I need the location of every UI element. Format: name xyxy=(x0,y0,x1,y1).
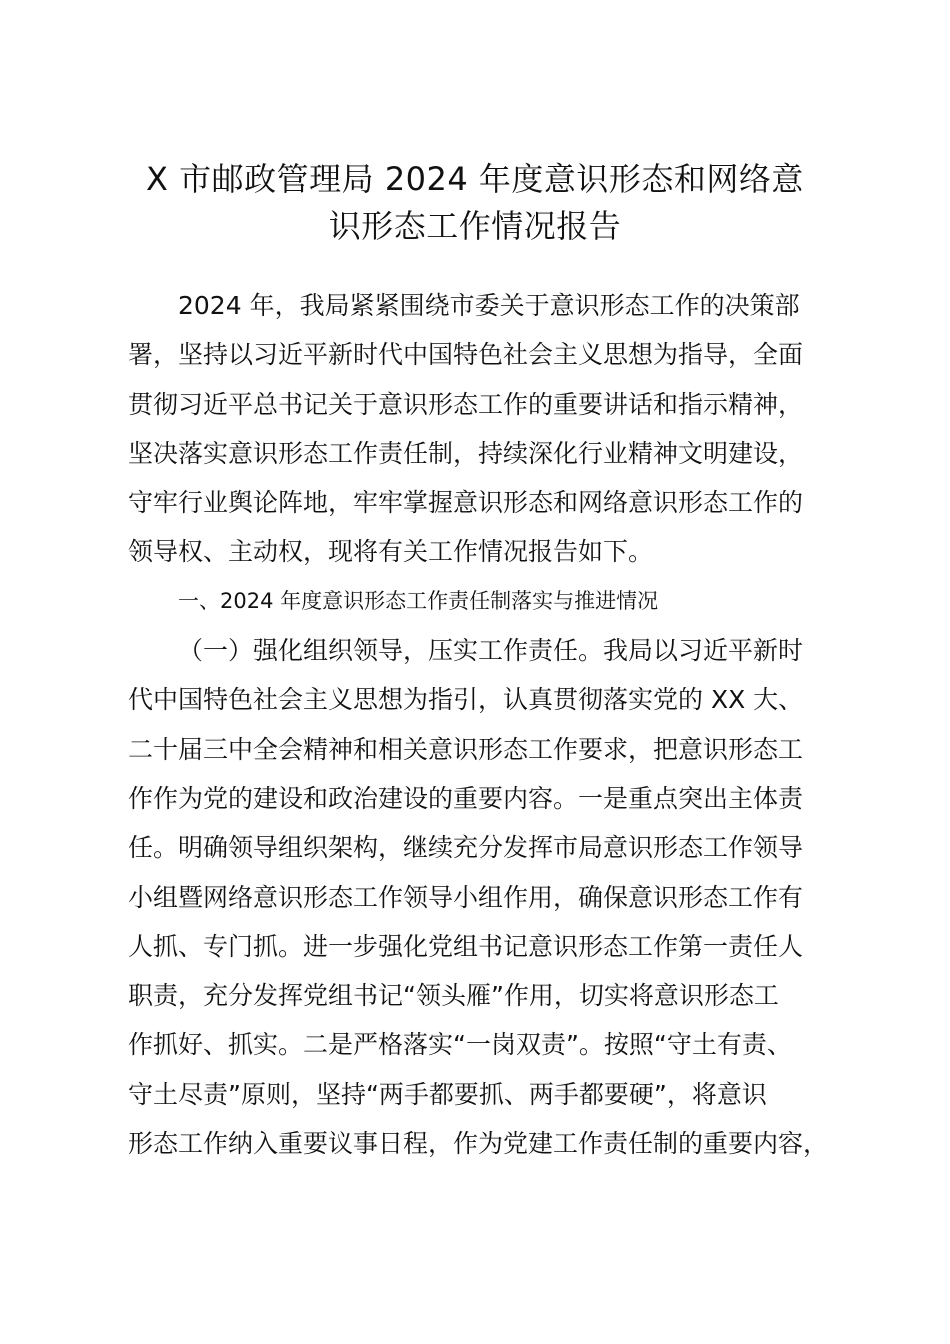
paragraph-line: 职责，充分发挥党组书记“领头雁”作用，切实将意识形态工 xyxy=(128,981,779,1011)
paragraph-line: （一）强化组织领导，压实工作责任。我局以习近平新时 xyxy=(178,636,804,666)
paragraph-line: 人抓、专门抓。进一步强化党组书记意识形态工作第一责任人 xyxy=(128,931,804,961)
paragraph-line: 2024 年，我局紧紧围绕市委关于意识形态工作的决策部 xyxy=(178,291,800,320)
paragraph-line: 代中国特色社会主义思想为指引，认真贯彻落实党的 XX 大、 xyxy=(128,685,804,715)
subsection-paragraph xyxy=(128,626,863,1168)
paragraph-line: 贯彻习近平总书记关于意识形态工作的重要讲话和指示精神， xyxy=(128,389,804,419)
paragraph-line: 作作为党的建设和政治建设的重要内容。一是重点突出主体责 xyxy=(128,783,804,813)
paragraph-line: 守土尽责”原则，坚持“两手都要抓、两手都要硬”，将意识 xyxy=(128,1079,767,1109)
document-body xyxy=(128,281,863,1168)
title-line-2: 识形态工作情况报告 xyxy=(328,207,622,245)
intro-paragraph xyxy=(128,281,863,577)
paragraph-line: 任。明确领导组织架构，继续充分发挥市局意识形态工作领导 xyxy=(128,833,804,863)
section-heading: 一、2024 年度意识形态工作责任制落实与推进情况 xyxy=(178,588,659,613)
paragraph-line: 作抓好、抓实。二是严格落实“一岗双责”。按照“守土有责、 xyxy=(128,1030,792,1060)
paragraph-line: 形态工作纳入重要议事日程，作为党建工作责任制的重要内容， xyxy=(128,1129,829,1159)
document-title xyxy=(100,156,850,250)
paragraph-line: 署，坚持以习近平新时代中国特色社会主义思想为指导，全面 xyxy=(128,340,804,370)
paragraph-line: 小组暨网络意识形态工作领导小组作用，确保意识形态工作有 xyxy=(128,882,804,912)
paragraph-line: 领导权、主动权，现将有关工作情况报告如下。 xyxy=(128,537,654,567)
paragraph-line: 坚决落实意识形态工作责任制，持续深化行业精神文明建设， xyxy=(128,438,804,468)
title-line-1: X 市邮政管理局 2024 年度意识形态和网络意 xyxy=(146,160,804,198)
paragraph-line: 二十届三中全会精神和相关意识形态工作要求，把意识形态工 xyxy=(128,734,804,764)
paragraph-line: 守牢行业舆论阵地，牢牢掌握意识形态和网络意识形态工作的 xyxy=(128,488,804,518)
